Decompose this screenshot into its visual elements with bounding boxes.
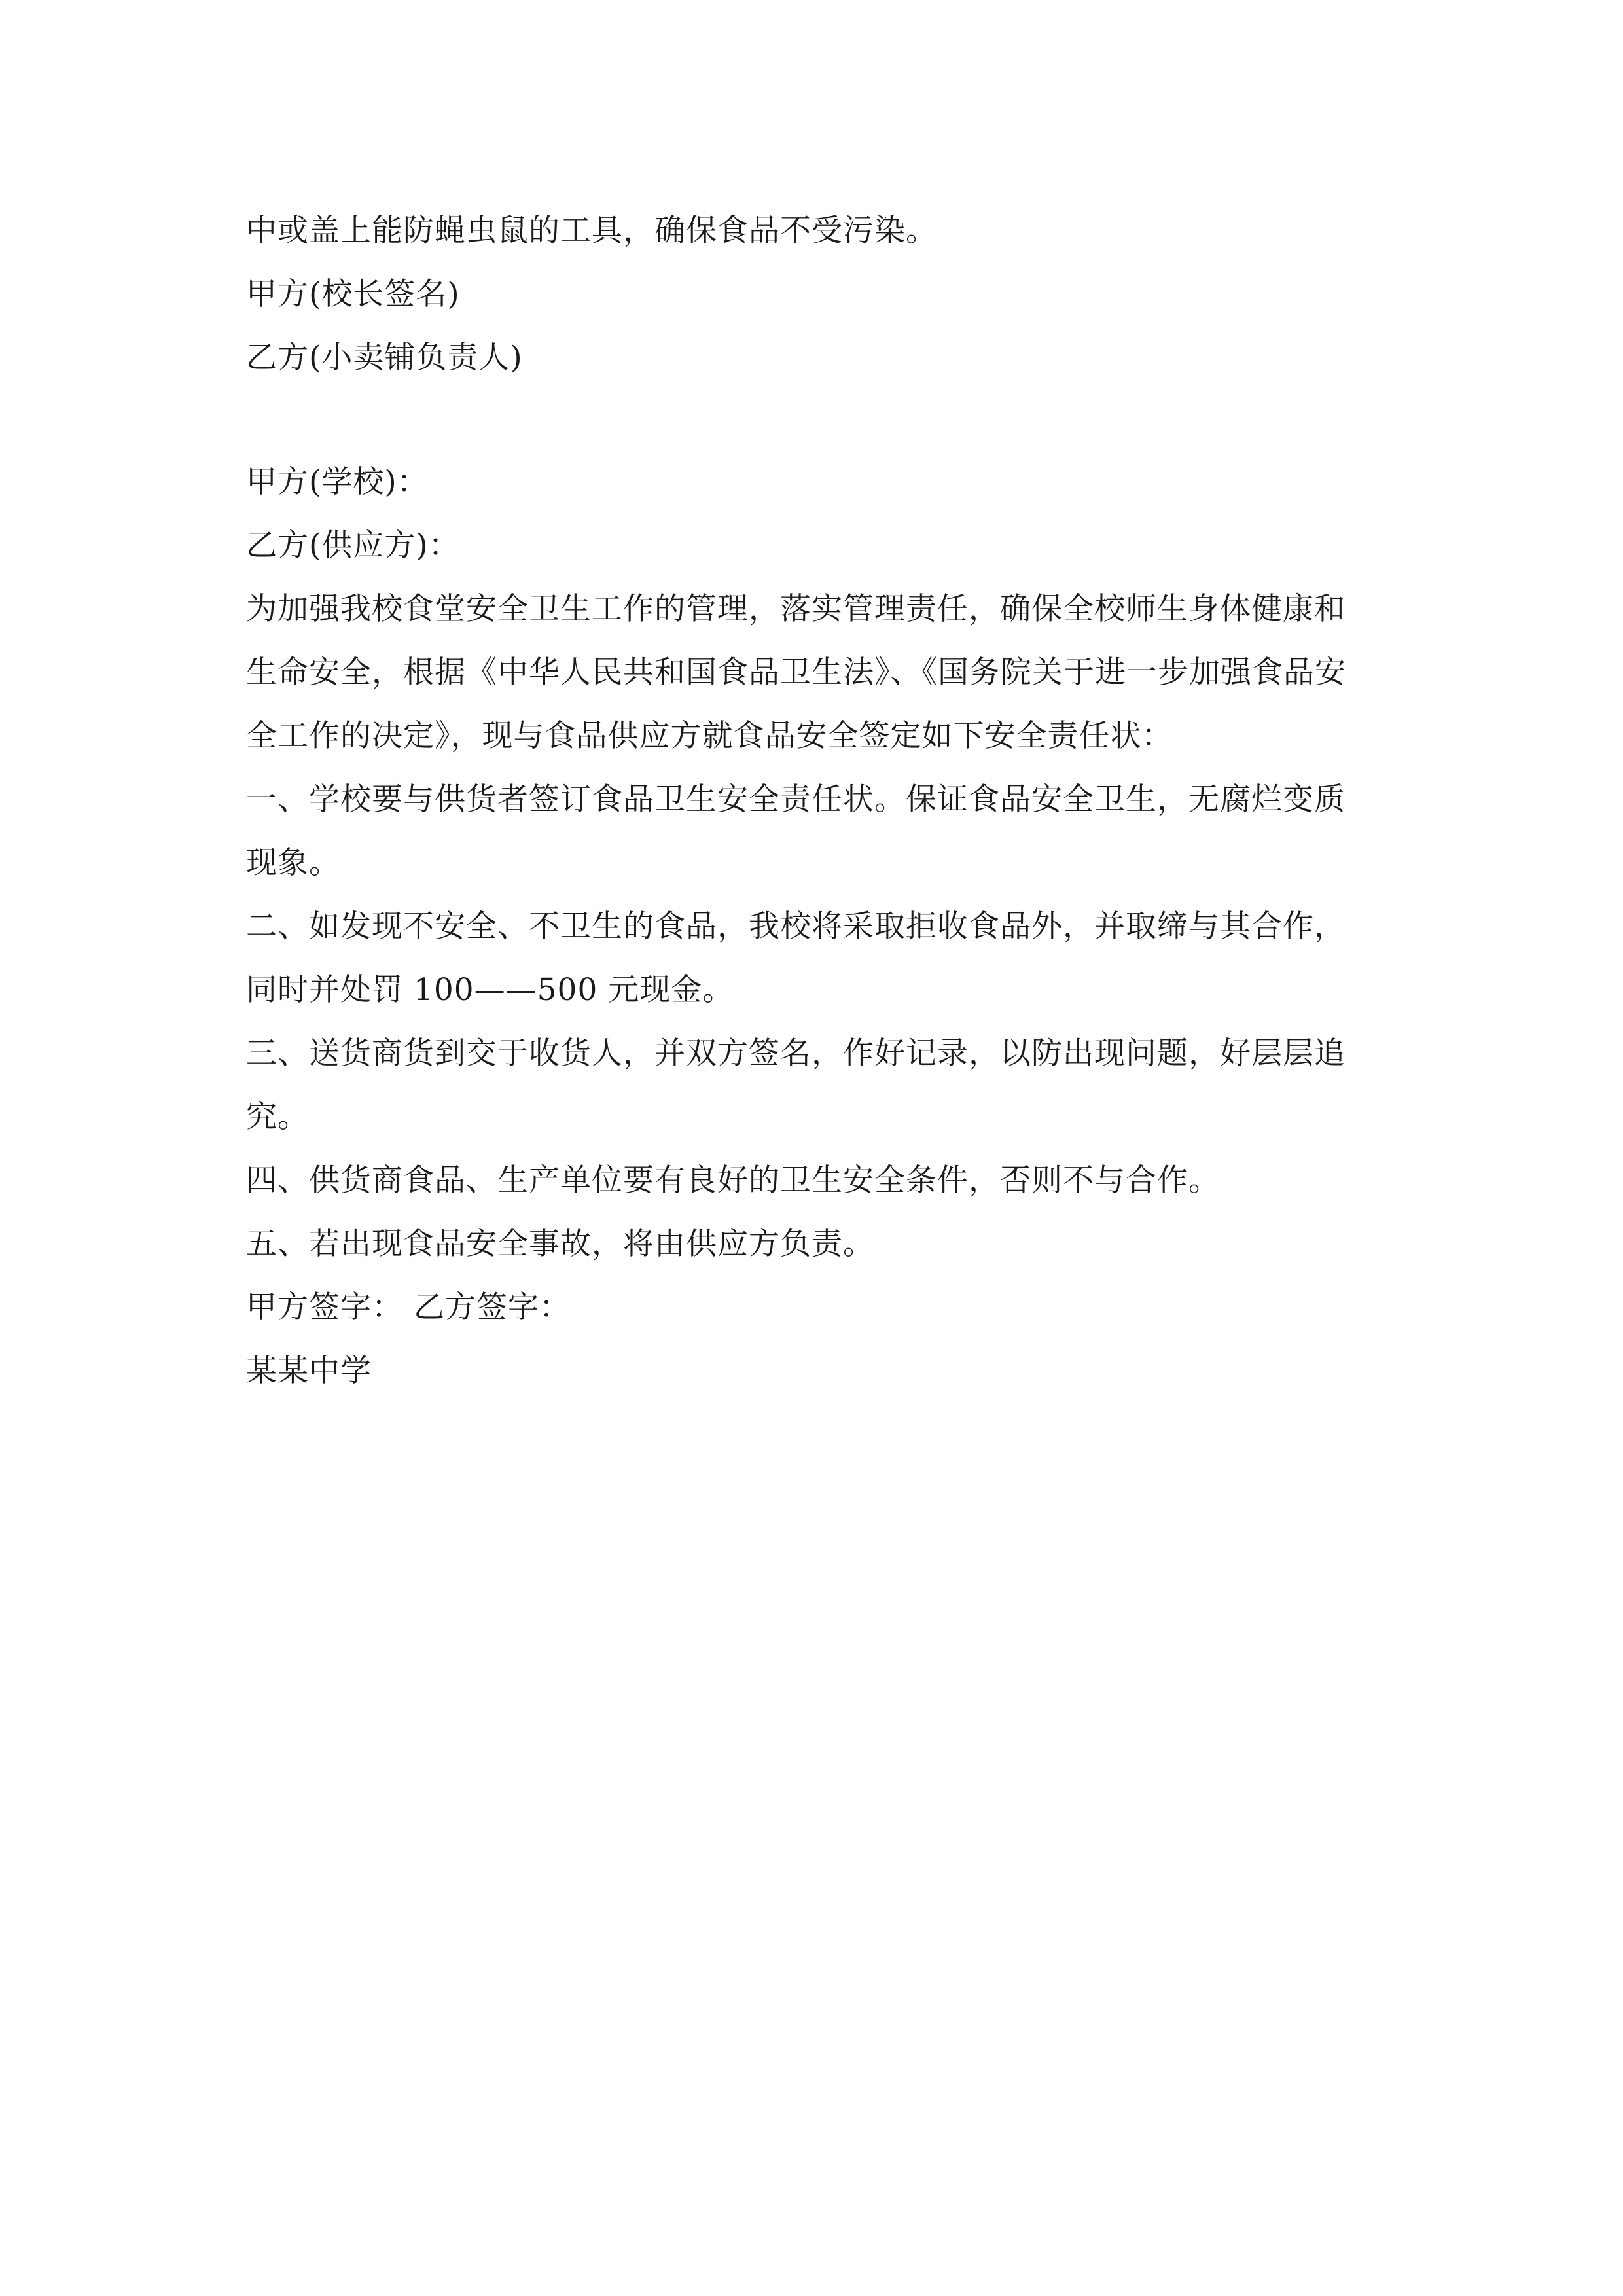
text-line-school-name: 某某中学 <box>246 1353 372 1389</box>
text-line-clause-3b: 究。 <box>246 1099 309 1135</box>
text-line-clause-2b: 同时并处罚 100——500 元现金。 <box>246 972 734 1008</box>
text-line-clause-2a: 二、如发现不安全、不卫生的食品，我校将采取拒收食品外，并取缔与其合作， <box>246 908 1346 944</box>
text-line-party-a-school: 甲方(学校)： <box>246 464 429 500</box>
text-line-signatures: 甲方签字： 乙方签字： <box>246 1289 571 1325</box>
text-line-clause-4: 四、供货商食品、生产单位要有良好的卫生安全条件，否则不与合作。 <box>246 1162 1220 1198</box>
text-line-clause-3a: 三、送货商货到交于收货人，并双方签名，作好记录，以防出现问题，好层层追 <box>246 1035 1346 1071</box>
text-line-clause-1a: 一、学校要与供货者签订食品卫生安全责任状。保证食品安全卫生，无腐烂变质 <box>246 781 1346 817</box>
text-line-clause-5: 五、若出现食品安全事故，将由供应方负责。 <box>246 1226 874 1262</box>
text-line-continuation: 中或盖上能防蝇虫鼠的工具，确保食品不受污染。 <box>246 213 937 249</box>
text-line-party-b-supplier: 乙方(供应方)： <box>246 528 460 564</box>
text-line-intro-1: 为加强我校食堂安全卫生工作的管理，落实管理责任，确保全校师生身体健康和 <box>246 591 1346 627</box>
text-line-party-a-principal: 甲方(校长签名) <box>246 276 460 312</box>
text-line-intro-3: 全工作的决定》，现与食品供应方就食品安全签定如下安全责任状： <box>246 718 1173 754</box>
text-line-clause-1b: 现象。 <box>246 845 340 881</box>
text-line-intro-2: 生命安全，根据《中华人民共和国食品卫生法》、《国务院关于进一步加强食品安 <box>246 655 1346 691</box>
text-line-party-b-shop: 乙方(小卖铺负责人) <box>246 340 523 376</box>
